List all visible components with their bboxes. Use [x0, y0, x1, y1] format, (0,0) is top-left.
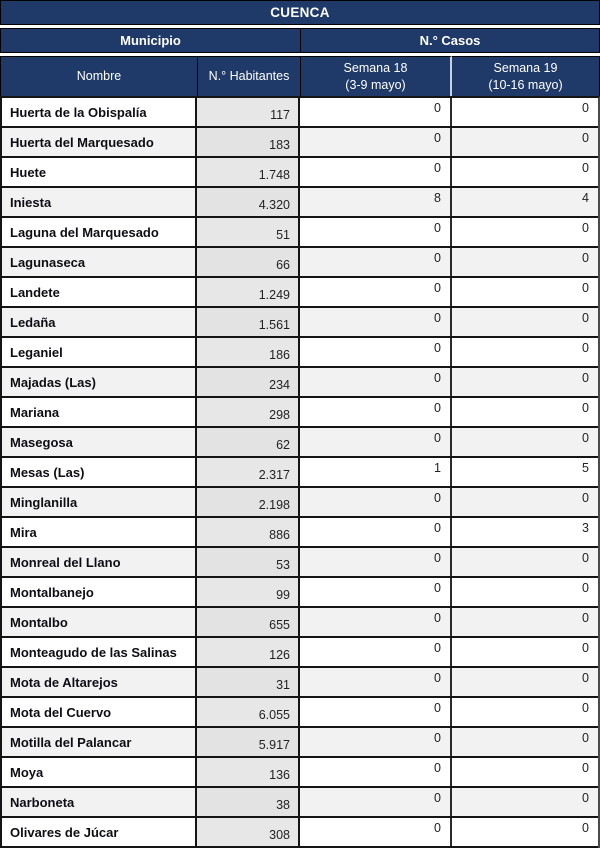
semana18-cases-cell: 0: [300, 638, 452, 666]
semana18-daterange: (3-9 mayo): [345, 77, 406, 92]
municipality-name-cell: Mota de Altarejos: [2, 668, 197, 696]
semana19-cases-cell: 0: [582, 671, 589, 685]
municipality-name-cell: Monreal del Llano: [2, 548, 197, 576]
habitantes-cell: 234: [197, 368, 300, 396]
municipality-name-cell: Mesas (Las): [2, 458, 197, 486]
habitantes-cell: 4.320: [197, 188, 300, 216]
habitantes-cell: 1.249: [197, 278, 300, 306]
semana19-cases-cell: 0: [582, 371, 589, 385]
habitantes-cell: 886: [197, 518, 300, 546]
table-row: [2, 428, 598, 458]
municipality-name-cell: Ledaña: [2, 308, 197, 336]
municipality-name-cell: Motilla del Palancar: [2, 728, 197, 756]
habitantes-cell: 298: [197, 398, 300, 426]
semana19-cases-cell: 0: [582, 761, 589, 775]
semana19-cases-cell: 0: [582, 341, 589, 355]
semana19-cases-cell: 0: [582, 131, 589, 145]
semana19-cases-cell: 0: [582, 161, 589, 175]
habitantes-cell: 126: [197, 638, 300, 666]
table-row: [2, 158, 598, 188]
table-row: [2, 638, 598, 668]
municipality-name-cell: Majadas (Las): [2, 368, 197, 396]
habitantes-cell: 6.055: [197, 698, 300, 726]
municipality-name-cell: Minglanilla: [2, 488, 197, 516]
semana18-cases-cell: 0: [300, 818, 452, 846]
semana18-cases-cell: 0: [300, 398, 452, 426]
table-row: [2, 518, 598, 548]
table-row: [2, 608, 598, 638]
habitantes-cell: 1.748: [197, 158, 300, 186]
semana19-cases-cell: 0: [582, 641, 589, 655]
habitantes-cell: 51: [197, 218, 300, 246]
semana18-cases-cell: 0: [300, 518, 452, 546]
semana19-cases-cell: 0: [582, 731, 589, 745]
semana19-cases-cell: 3: [582, 521, 589, 535]
semana18-cases-cell: 0: [300, 368, 452, 396]
habitantes-cell: 2.317: [197, 458, 300, 486]
table-row: [2, 278, 598, 308]
semana19-cases-cell: 0: [582, 311, 589, 325]
semana18-cases-cell: 0: [300, 578, 452, 606]
table-row: [2, 698, 598, 728]
semana19-cases-cell: 0: [582, 281, 589, 295]
habitantes-cell: 31: [197, 668, 300, 696]
semana19-cases-cell: 0: [582, 251, 589, 265]
habitantes-cell: 308: [197, 818, 300, 846]
semana19-cases-cell: 5: [582, 461, 589, 475]
municipality-name-cell: Huete: [2, 158, 197, 186]
semana18-cases-cell: 0: [300, 98, 452, 126]
semana19-cases-cell: 0: [582, 611, 589, 625]
municipality-name-cell: Leganiel: [2, 338, 197, 366]
semana18-cases-cell: 0: [300, 338, 452, 366]
table-row: [2, 788, 598, 818]
semana19-cases-cell: 4: [582, 191, 589, 205]
municipality-name-cell: Monteagudo de las Salinas: [2, 638, 197, 666]
municipality-name-cell: Montalbo: [2, 608, 197, 636]
semana19-cases-cell: 0: [582, 551, 589, 565]
table-row: [2, 728, 598, 758]
semana19-cases-cell: 0: [582, 101, 589, 115]
table-row: [2, 98, 598, 128]
semana19-daterange: (10-16 mayo): [488, 77, 563, 92]
column-header-row: [0, 56, 600, 96]
province-title-bar: CUENCA: [0, 0, 600, 25]
semana19-cases-cell: 0: [582, 491, 589, 505]
habitantes-cell: 38: [197, 788, 300, 816]
table-row: [2, 578, 598, 608]
table-row: [2, 398, 598, 428]
habitantes-cell: 66: [197, 248, 300, 276]
semana18-cases-cell: 0: [300, 728, 452, 756]
municipality-name-cell: Huerta de la Obispalía: [2, 98, 197, 126]
table-row: [2, 308, 598, 338]
semana18-cases-cell: 0: [300, 248, 452, 276]
municipality-name-cell: Lagunaseca: [2, 248, 197, 276]
semana18-cases-cell: 0: [300, 698, 452, 726]
semana18-cases-cell: 0: [300, 278, 452, 306]
municipality-name-cell: Mota del Cuervo: [2, 698, 197, 726]
column-header-semana18: [300, 56, 452, 96]
habitantes-cell: 186: [197, 338, 300, 366]
habitantes-cell: 99: [197, 578, 300, 606]
semana18-cases-cell: 0: [300, 758, 452, 786]
municipality-name-cell: Montalbanejo: [2, 578, 197, 606]
semana18-cases-cell: 0: [300, 128, 452, 156]
semana19-cases-cell: 0: [582, 701, 589, 715]
semana19-cases-cell: 0: [582, 401, 589, 415]
semana18-cases-cell: 0: [300, 218, 452, 246]
semana19-cases-cell: 0: [582, 791, 589, 805]
table-row: [2, 548, 598, 578]
municipality-name-cell: Mira: [2, 518, 197, 546]
group-header-casos: N.° Casos: [300, 28, 600, 53]
municipality-name-cell: Moya: [2, 758, 197, 786]
semana18-cases-cell: 0: [300, 788, 452, 816]
table-row: [2, 248, 598, 278]
table-body: [0, 96, 600, 848]
semana19-cases-cell: 0: [582, 221, 589, 235]
municipality-name-cell: Olivares de Júcar: [2, 818, 197, 846]
semana18-cases-cell: 0: [300, 488, 452, 516]
table-row: [2, 818, 598, 848]
habitantes-cell: 136: [197, 758, 300, 786]
table-row: [2, 368, 598, 398]
semana18-cases-cell: 0: [300, 428, 452, 456]
habitantes-cell: 655: [197, 608, 300, 636]
semana18-cases-cell: 0: [300, 668, 452, 696]
semana19-label: Semana 19: [493, 60, 558, 75]
table-row: [2, 488, 598, 518]
semana19-cases-cell: 0: [582, 821, 589, 835]
municipality-name-cell: Masegosa: [2, 428, 197, 456]
semana18-cases-cell: 0: [300, 308, 452, 336]
municipality-name-cell: Laguna del Marquesado: [2, 218, 197, 246]
semana18-cases-cell: 1: [300, 458, 452, 486]
habitantes-cell: 183: [197, 128, 300, 156]
semana18-cases-cell: 0: [300, 548, 452, 576]
semana18-cases-cell: 0: [300, 608, 452, 636]
column-header-semana19: [452, 56, 600, 96]
column-header-habitantes: N.° Habitantes: [197, 56, 300, 96]
group-header-row: [0, 28, 600, 53]
habitantes-cell: 117: [197, 98, 300, 126]
table-row: [2, 338, 598, 368]
table-row: [2, 758, 598, 788]
municipality-name-cell: Narboneta: [2, 788, 197, 816]
column-header-nombre: Nombre: [0, 56, 197, 96]
municipality-name-cell: Landete: [2, 278, 197, 306]
table-row: [2, 188, 598, 218]
table-row: [2, 218, 598, 248]
habitantes-cell: 2.198: [197, 488, 300, 516]
habitantes-cell: 5.917: [197, 728, 300, 756]
semana19-cases-cell: 0: [582, 431, 589, 445]
semana19-cases-cell: 0: [582, 581, 589, 595]
municipality-name-cell: Huerta del Marquesado: [2, 128, 197, 156]
municipality-name-cell: Mariana: [2, 398, 197, 426]
table-row: [2, 128, 598, 158]
habitantes-cell: 53: [197, 548, 300, 576]
habitantes-cell: 1.561: [197, 308, 300, 336]
semana18-cases-cell: 8: [300, 188, 452, 216]
table-row: [2, 668, 598, 698]
habitantes-cell: 62: [197, 428, 300, 456]
semana18-cases-cell: 0: [300, 158, 452, 186]
group-header-municipio: Municipio: [0, 28, 300, 53]
table-row: [2, 458, 598, 488]
semana18-label: Semana 18: [343, 60, 408, 75]
municipality-name-cell: Iniesta: [2, 188, 197, 216]
